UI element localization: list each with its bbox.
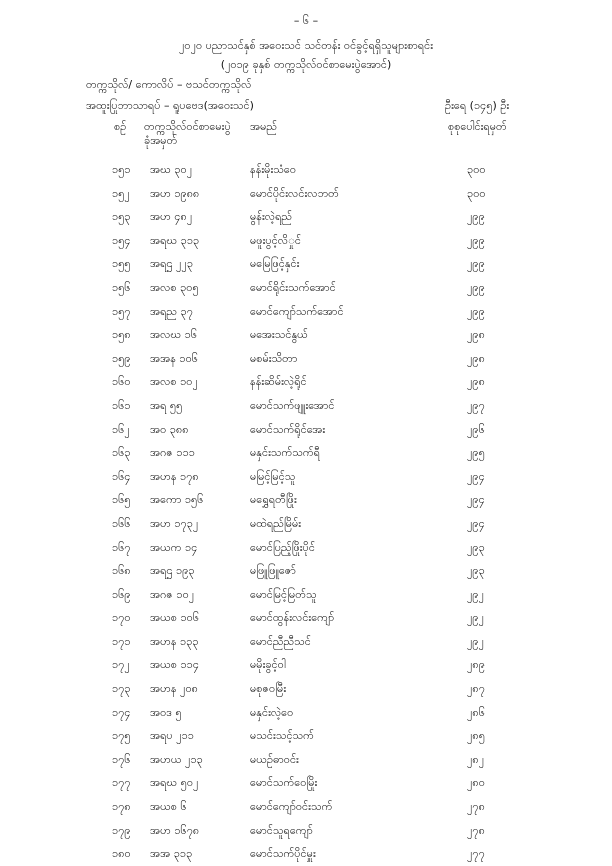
roll-number: အဟ ၁၆၇၈ [150,823,200,837]
document-subtitle: (၂၀၁၉ ခုနှစ် တက္ကသိုလ်ဝင်စာမေးပွဲအောင်) [220,58,392,71]
table-row [0,724,612,748]
student-name: နန်းမိုးသံဝေ [250,163,297,176]
page-number: – ၆ – [293,14,319,27]
roll-number: အဟန ၁၃၃ [150,634,199,648]
row-number: ၁၆၄ [112,469,131,483]
row-number: ၁၅၉ [112,351,131,365]
table-row [0,347,612,371]
student-name: မစုဇဝမြီး [250,682,287,696]
roll-number: အရဌ ၂၂၃ [150,257,194,271]
total-marks: ၂၇၈ [467,823,485,837]
row-number: ၁၆၈ [112,564,131,578]
total-marks: ၂၉၇ [467,398,485,412]
row-number: ၁၇၁ [112,634,131,648]
roll-number: အကော ၁၅၆ [150,493,204,507]
roll-number: အယစ ၁၁၄ [150,658,200,672]
student-name: မောင်ကျော်သက်အောင် [250,304,344,318]
student-name: မောင်သက်ဖျူးအောင် [250,398,335,412]
total-marks: ၂၉၃ [467,564,485,578]
student-name: မောင်သက်ပိုင်မှူး [250,847,316,861]
table-row [0,536,612,560]
roll-number: အရဌ ၁၉၃ [150,564,195,578]
row-number: ၁၅၄ [112,233,131,247]
roll-number: အဃ ၃၀၂ [150,163,193,176]
student-name: မမိုးခွင့်ဝါ [250,658,286,672]
total-marks: ၂၉၆ [467,422,485,436]
student-name: မွန်းလဲ့ရည် [250,210,293,224]
total-marks: ၂၈၇ [467,682,485,696]
roll-number: အရပ ၂၁၁ [150,729,194,743]
total-marks: ၂၉၄ [467,516,485,530]
table-row [0,276,612,300]
row-number: ၁၇၆ [112,752,131,766]
column-header-roll-line2: ခုံအမှတ် [144,134,178,147]
roll-number: အဟန ၂၀၈ [150,682,198,696]
roll-number: အယက ၁၄ [150,540,198,554]
table-row [0,488,612,512]
table-row [0,630,612,654]
total-marks: ၂၉၂ [467,587,484,601]
row-number: ၁၆၀ [112,375,131,389]
total-marks: ၂၉၄ [467,469,485,483]
total-marks: ၂၉၅ [467,446,485,460]
row-number: ၁၅၈ [112,328,131,342]
table-row [0,465,612,489]
total-marks: ၂၈၉ [467,658,485,672]
roll-number: အရဃ ၃၁၃ [150,233,200,247]
total-marks: ၂၉၂ [467,611,484,625]
roll-number: အလဃ ၁၆ [150,328,198,342]
column-header-roll-line1: တက္ကသိုလ်ဝင်စာမေးပွဲ [144,120,231,133]
row-number: ၁၆၁ [112,398,131,412]
row-number: ၁၅၂ [112,186,130,200]
row-number: ၁၆၉ [112,587,131,601]
table-row [0,300,612,324]
student-name: မယဉ်ဓာဝင်း [250,752,299,766]
total-marks: ၂၉၄ [467,493,485,507]
column-header-name: အမည် [250,120,278,133]
student-name: မောင်ရိုင်းသက်အောင် [250,280,336,294]
row-number: ၁၆၃ [112,446,131,460]
table-row [0,677,612,701]
total-marks: ၂၉၉ [467,280,485,294]
roll-number: အရည ၃၇ [150,304,193,318]
row-number: ၁၅၆ [112,280,131,294]
student-name: မအေးသင်နွယ် [250,328,308,342]
total-marks: ၂၇၇ [467,847,485,861]
roll-number: အအ ၃၁၃ [150,847,193,861]
roll-number: အဝဒ ၅ [150,705,182,719]
major-line: အထူးပြုဘာသာရပ် – ရူပဗေဒ(အဝေးသင်) [86,99,254,112]
student-name: မထဲရည်မြိမ်း [250,516,302,530]
student-name: မောင်သူရကျော် [250,823,313,837]
table-row [0,748,612,772]
row-number: ၁၅၁ [112,163,131,176]
student-name: မဖူးပွင့်လိှုင် [250,233,301,247]
row-number: ၁၇၄ [112,705,131,719]
total-marks: ၂၈၆ [467,705,485,719]
roll-number: အရဃ ၅၀၂ [150,776,199,790]
table-row [0,418,612,442]
table-row [0,229,612,253]
table-row [0,512,612,536]
student-name: မောင်ထွန်းလင်းကျော် [250,611,335,625]
row-number: ၁၆၂ [112,422,130,436]
student-name: မနှင်းသက်သက်ရီ [250,446,320,460]
student-name: မသင်းသင့်သက် [250,729,314,743]
table-row [0,441,612,465]
total-marks: ၂၉၉ [467,257,485,271]
student-name: မမြေဖြင့်နှင်း [250,257,300,271]
total-marks: ၂၉၈ [467,351,485,365]
row-number: ၁၅၇ [112,304,131,318]
column-header-no: စဉ် [114,120,127,133]
student-name: မောင်ကျော်ဝင်းသက် [250,800,333,814]
table-row [0,182,612,206]
table-row [0,701,612,725]
roll-number: အယစ ၁၀၆ [150,611,200,625]
roll-number: အဟန ၁၇၈ [150,469,199,483]
headcount-label: ဦးရေ (၁၄၅) ဦး [445,99,510,112]
student-name: မောင်မြင့်မြတ်သူ [250,587,317,601]
total-marks: ၃၀၀ [467,163,486,176]
student-name: မောင်ညီညီသင် [250,634,311,648]
table-row [0,842,612,866]
roll-number: အဂဇ ၁၁၁ [150,446,195,460]
table-row [0,795,612,819]
total-marks: ၂၇၈ [467,800,485,814]
table-row [0,606,612,630]
roll-number: အဟ ၁၉၈၈ [150,186,200,200]
total-marks: ၂၈၅ [467,729,485,743]
student-name: မနှင်းလဲ့ဝေ [250,705,294,719]
roll-number: အဟယ ၂၁၃ [150,752,203,766]
roll-number: အလစ ၁၀၂ [150,375,198,389]
student-name: မောင်သက်ရိုင်အေး [250,422,326,436]
roll-number: အဟ ၁၇၃၂ [150,516,199,530]
roll-number: အဟ ၄၈၂ [150,210,193,224]
table-row [0,323,612,347]
row-number: ၁၇၇ [112,776,131,790]
total-marks: ၂၉၉ [467,233,485,247]
row-number: ၁၅၃ [112,210,131,224]
table-row [0,158,612,182]
university-line: တက္ကသိုလ်/ ကောလိပ် – ဗသင်တက္ကသိုလ် [86,78,252,91]
total-marks: ၂၉၂ [467,634,484,648]
student-name: မောင်ပြည့်ဖြိုးပိုင် [250,540,315,554]
row-number: ၁၇၅ [112,729,131,743]
row-number: ၁၇၃ [112,682,131,696]
row-number: ၁၇၂ [112,658,130,672]
total-marks: ၂၈၂ [467,752,485,766]
table-row [0,394,612,418]
row-number: ၁၅၅ [112,257,131,271]
student-name: နန်းဆိမ်းလဲ့ရိုင် [250,375,307,389]
student-name: မောင်သက်ဝေမြိုး [250,776,318,790]
row-number: ၁၈၀ [112,847,131,861]
roll-number: အယစ ၆ [150,800,187,814]
roll-number: အအန ၁၀၆ [150,351,198,365]
row-number: ၁၆၆ [112,516,131,530]
student-name: မဖြူဖြူဇော် [250,564,296,578]
results-table [0,158,612,866]
row-number: ၁၇၀ [112,611,131,625]
student-name: မမြင့်မြင့်သူ [250,469,296,483]
document-title: ၂၀၂၀ ပညာသင်နှစ် အဝေးသင် သင်တန်း ဝင်ခွင့်ရရှိသူများစာရင်း [178,39,433,52]
total-marks: ၂၉၉ [467,304,485,318]
table-row [0,252,612,276]
table-row [0,205,612,229]
table-row [0,583,612,607]
roll-number: အဂဇ ၁၀၂ [150,587,195,601]
column-header-marks: စုစုပေါင်းရမှတ် [448,120,507,133]
table-row [0,370,612,394]
roll-number: အရ ၅၅ [150,398,183,412]
roll-number: အဝ ၃၈၈ [150,422,189,436]
table-row [0,653,612,677]
roll-number: အလစ ၃၀၅ [150,280,199,294]
row-number: ၁၆၇ [112,540,131,554]
total-marks: ၂၈၀ [467,776,485,790]
table-row [0,559,612,583]
table-row [0,771,612,795]
row-number: ၁၆၅ [112,493,131,507]
student-name: မစမ်းသိတာ [250,351,298,365]
student-name: မောင်ပိုင်းလင်းလဘတ် [250,186,339,200]
total-marks: ၂၉၃ [467,540,485,554]
row-number: ၁၇၉ [112,823,131,837]
student-name: မရွှေရတီဖြိုး [250,493,297,507]
total-marks: ၂၉၈ [467,328,485,342]
total-marks: ၃၀၀ [467,186,486,200]
row-number: ၁၇၈ [112,800,131,814]
total-marks: ၂၉၉ [467,210,485,224]
total-marks: ၂၉၈ [467,375,485,389]
table-row [0,819,612,843]
